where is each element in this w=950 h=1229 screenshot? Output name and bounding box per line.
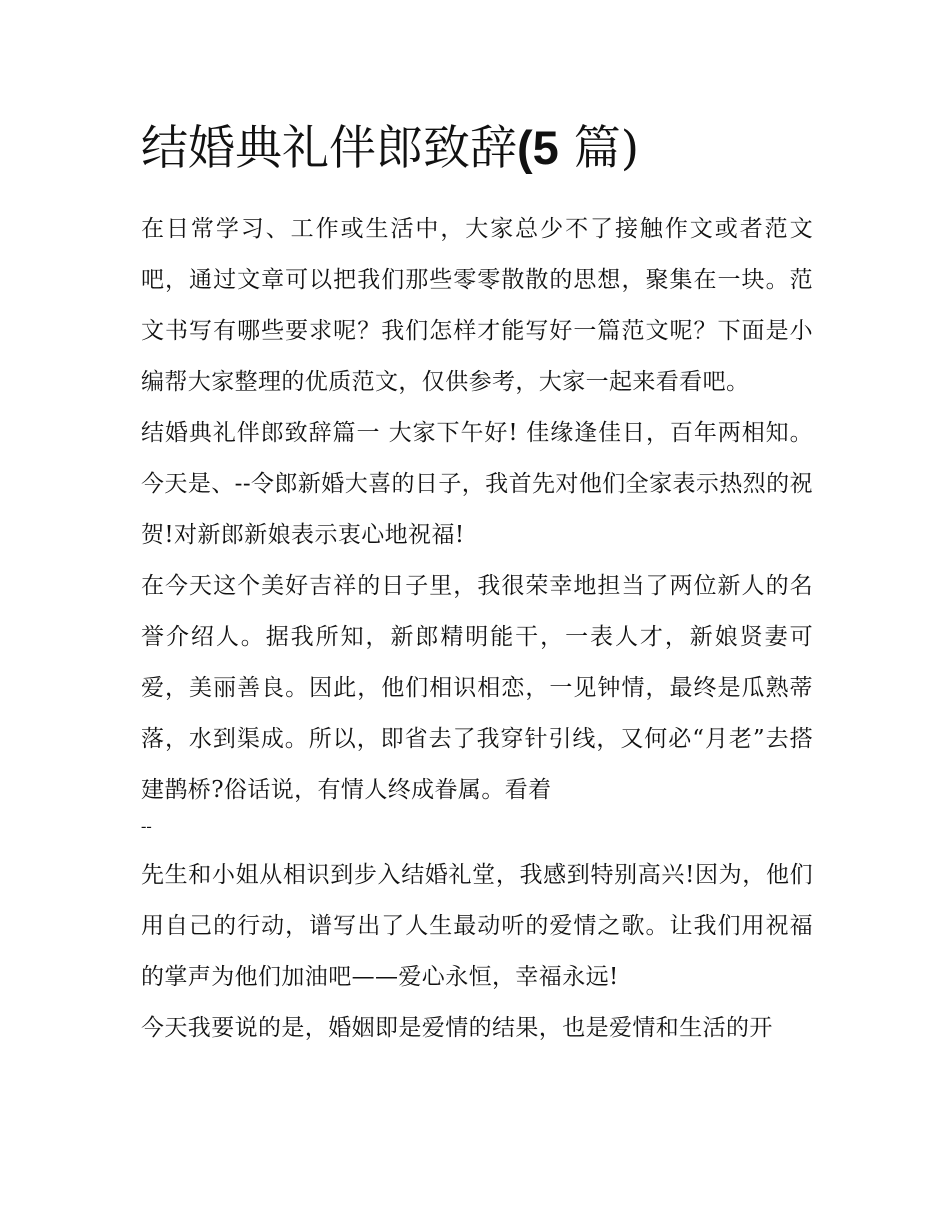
title-count-suffix: 篇) xyxy=(558,121,640,176)
paragraph-greeting: 结婚典礼伴郎致辞篇一 大家下午好! 佳缘逢佳日，百年两相知。 今天是、--令郎新婚大喜的日子，我首先对他们全家表示热烈的祝贺!对新郎新娘表示衷心地祝福! xyxy=(141,420,813,548)
paragraph-intro: 在日常学习、工作或生活中，大家总少不了接触作文或者范文吧，通过文章可以把我们那些零零散散的思想，聚集在一块。范文书写有哪些要求呢？我们怎样才能写好一篇范文呢？下面是小编帮大家整理的优质范文，仅供参考，大家一起来看看吧。 xyxy=(141,216,813,395)
title-count: (5 xyxy=(517,121,559,174)
document-body xyxy=(141,112,813,1054)
paragraph-introducer: 在今天这个美好吉祥的日子里，我很荣幸地担当了两位新人的名誉介绍人。据我所知，新郎精明能干，一表人才，新娘贤妻可爱，美丽善良。因此，他们相识相恋，一见钟情，最终是瓜熟蒂落，水到渠成。所以，即省去了我穿针引线，又何必“月老”去搭建鹊桥?俗话说，有情人终成眷属。看着 xyxy=(141,573,813,803)
document-title xyxy=(141,112,813,185)
paragraph-blessing: 先生和小姐从相识到步入结婚礼堂，我感到特别高兴!因为，他们用自己的行动，谱写出了人生最动听的爱情之歌。让我们用祝福的掌声为他们加油吧——爱心永恒，幸福永远! xyxy=(141,862,813,990)
text-separator: -- xyxy=(141,818,152,835)
title-text: 结婚典礼伴郎致辞 xyxy=(141,121,517,176)
paragraph-marriage: 今天我要说的是，婚姻即是爱情的结果，也是爱情和生活的开 xyxy=(141,1015,773,1041)
